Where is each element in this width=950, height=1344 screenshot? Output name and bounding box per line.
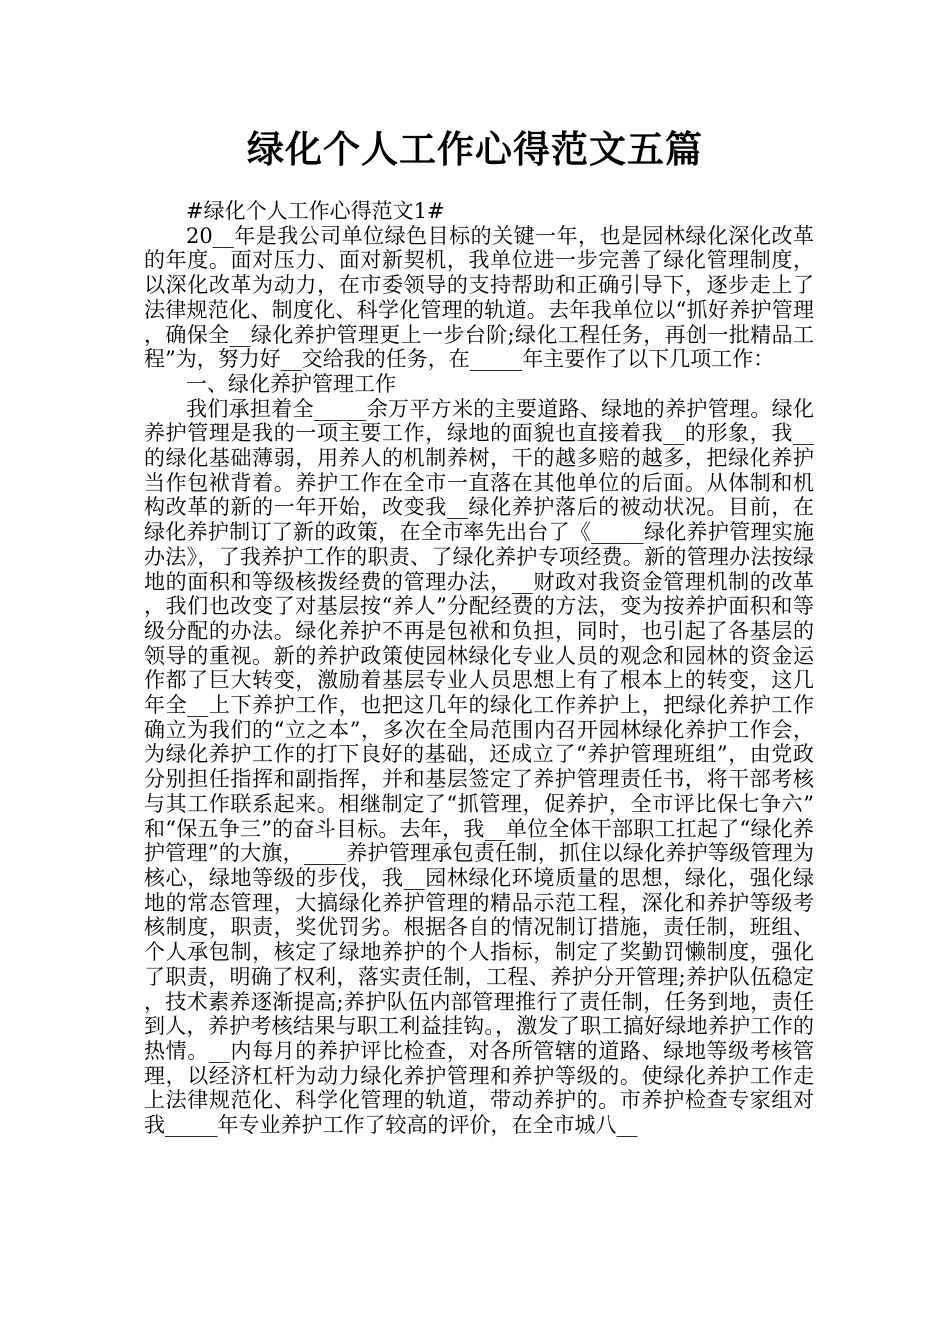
body-paragraph-maintenance: 我们承担着全_____余万平方米的主要道路、绿地的养护管理。绿化养护管理是我的一项主要工作，绿地的面貌也直接着我__的形象，我__的绿化基础薄弱，用养人的机制养树，干的越多赔的越多，把绿化养护当作包袱背着。养护工作在全市一直落在其他单位的后面。从体制和机构改革的新的一年开始，改变我__绿化养护落后的被动状况。目前，在绿化养护制订了新的政策，在全市率先出台了《_____绿化养护管理实施办法》，了我养护工作的职责、了绿化养护专项经费。新的管理办法按绿地的面积和等级核拨经费的管理办法，__财政对我资金管理机制的改革，我们也改变了对基层按“养人”分配经费的方法，变为按养护面积和等级分配的办法。绿化养护不再是包袱和负担，同时，也引起了各基层的领导的重视。新的养护政策使园林绿化专业人员的观念和园林的资金运作都了巨大转变，激励着基层专业人员思想上有了根本上的转变，这几年全__上下养护工作，也把这几年的绿化工作养护上，把绿化养护工作确立为我们的“立之本”，多次在全局范围内召开园林绿化养护工作会，为绿化养护工作的打下良好的基础，还成立了“养护管理班组”，由党政分别担任指挥和副指挥，并和基层签定了养护管理责任书，将干部考核与其工作联系起来。相继制定了“抓管理，促养护，全市评比保七争六”和“保五争三”的奋斗目标。去年，我__单位全体干部职工扛起了“绿化养护管理”的大旗，____养护管理承包责任制，抓住以绿化养护等级管理为核心，绿地等级的步伐，我__园林绿化环境质量的思想，绿化，强化绿地的常态管理，大搞绿化养护管理的精品示范工程，深化和养护等级考核制度，职责，奖优罚劣。根据各自的情况制订措施，责任制，班组、个人承包制，核定了绿地养护的个人指标，制定了奖勤罚懒制度，强化了职责，明确了权利，落实责任制，工程、养护分开管理;养护队伍稳定，技术素养逐渐提高;养护队伍内部管理推行了责任制，任务到地，责任到人，养护考核结果与职工利益挂钩。，激发了职工搞好绿地养护工作的热情。__内每月的养护评比检查，对各所管辖的道路、绿地等级考核管理，以经济杠杆为动力绿化养护管理和养护等级的。使绿化养护工作走上法律规范化、科学化管理的轨道，带动养护的。市养护检查专家组对我_____年专业养护工作了较高的评价，在全市城八__ (144, 396, 814, 1138)
document-body (144, 199, 814, 1138)
document-title: 绿化个人工作心得范文五篇 (247, 127, 703, 171)
section-heading-essay-1: #绿化个人工作心得范文1# (186, 199, 445, 223)
intro-paragraph: 20__年是我公司单位绿色目标的关键一年，也是园林绿化深化改革的年度。面对压力、面对新契机，我单位进一步完善了绿化管理制度，以深化改革为动力，在市委领导的支持帮助和正确引导下，逐步走上了法律规范化、制度化、科学化管理的轨道。去年我单位以“抓好养护管理，确保全__绿化养护管理更上一步台阶;绿化工程任务，再创一批精品工程”为，努力好__交给我的任务，在_____年主要作了以下几项工作： (144, 223, 814, 372)
section-heading-maintenance: 一、绿化养护管理工作 (186, 371, 396, 396)
